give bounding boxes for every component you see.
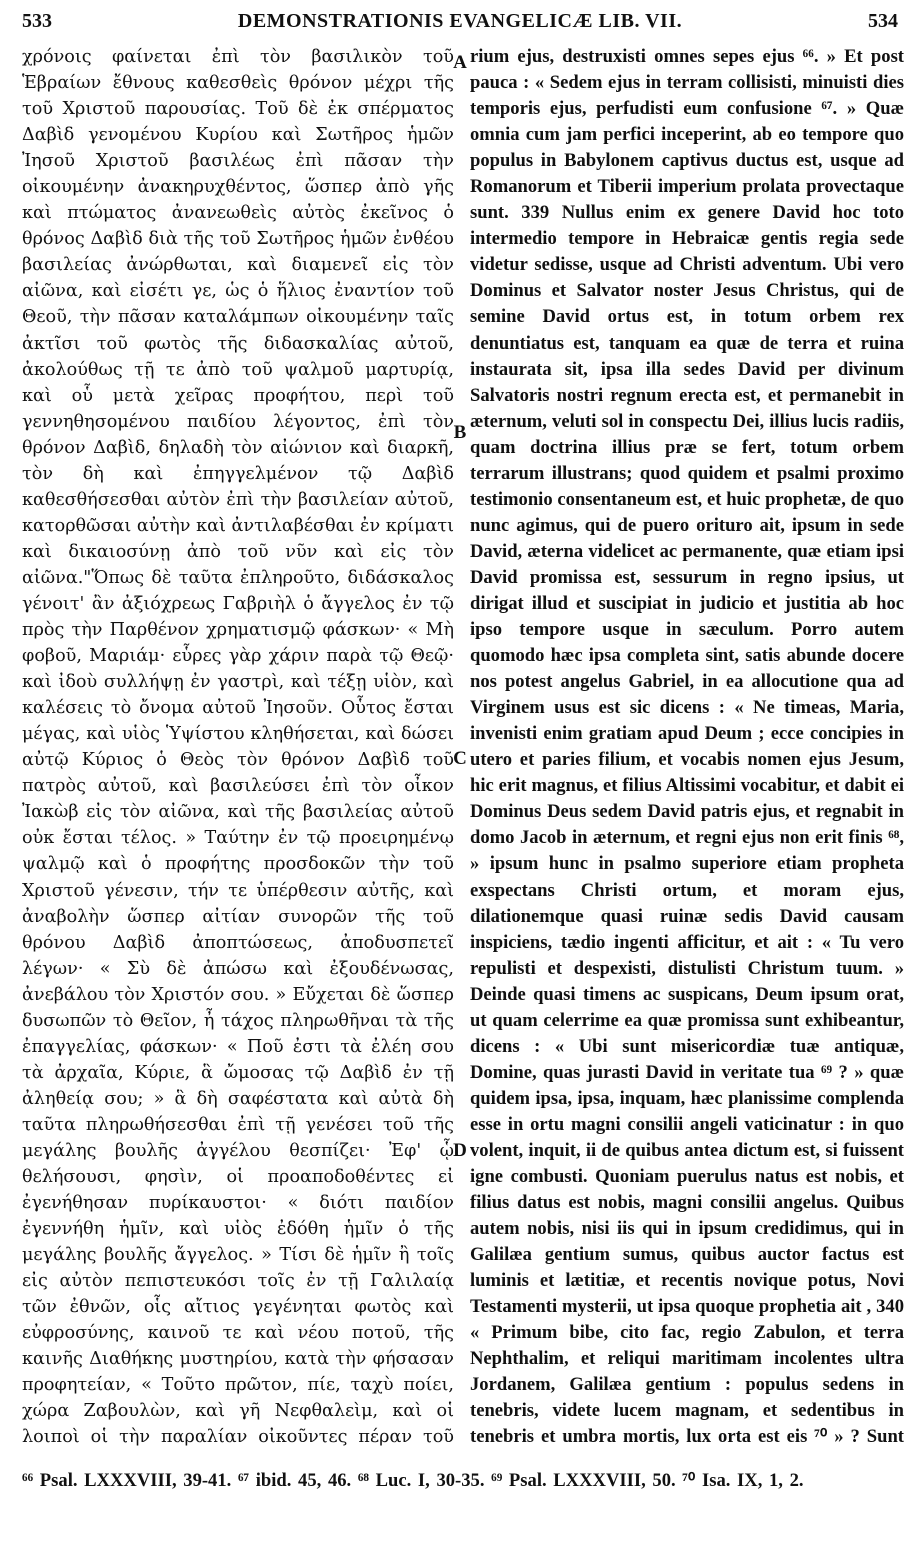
margin-marker-d: D xyxy=(453,1140,467,1161)
running-header xyxy=(22,10,898,40)
greek-text-column: χρόνοις φαίνεται ἐπὶ τὸν βασιλικὸν τοῦ Ἑβραίων ἔθνους καθεσθεὶς θρόνον μέχρι τῆς τοῦ Χριστοῦ παρουσίας. Τοῦ δὲ ἐκ σπέρματος Δαβὶδ γενομένου Κυρίου καὶ Σωτῆρος ἡμῶν Ἰησοῦ Χριστοῦ βασιλέως ἐπὶ πᾶσαν τὴν οἰκουμένην ἀνακηρυχθέντος, ὥσπερ ἀπὸ γῆς καὶ πτώματος ἀνανεωθεὶς αὐτὸς ἐκεῖνος ὁ θρόνος Δαβὶδ διὰ τῆς τοῦ Σωτῆρος ἡμῶν ἐνθέου βασιλείας ἀνώρθωται, καὶ διαμενεῖ εἰς τὸν αἰῶνα, καὶ εἰσέτι γε, ὡς ὁ ἥλιος ἐναντίον τοῦ Θεοῦ, τὴν πᾶσαν καταλάμπων οἰκουμένην ταῖς ἀκτῖσι τοῦ φωτὸς τῆς διδασκαλίας αὐτοῦ, ἀκολούθως τῇ τε ἀπὸ τοῦ ψαλμοῦ μαρτυρίᾳ, καὶ οὗ μετὰ χεῖρας προφήτου, περὶ τοῦ γεννηθησομένου παιδίου λέγοντος, ἐπὶ τὸν θρόνον Δαβὶδ, δηλαδὴ τὸν αἰώνιον καὶ διαρκῆ, τὸν δὴ καὶ ἐπηγγελμένον τῷ Δαβὶδ καθεσθήσεσθαι αὐτὸν ἐπὶ τὴν βασιλείαν αὐτοῦ, κατορθῶσαι αὐτὴν καὶ ἀντιλαβέσθαι ἐν κρίματι καὶ δικαιοσύνῃ ἀπὸ τοῦ νῦν καὶ εἰς τὸν αἰῶνα."Ὅπως δὲ ταῦτα ἐπληροῦτο, διδάσκαλος γένοιτ' ἂν ἀξιόχρεως Γαβριὴλ ὁ ἄγγελος ἐν τῷ πρὸς τὴν Παρθένον χρηματισμῷ φάσκων· « Μὴ φοβοῦ, Μαριάμ· εὗρες γὰρ χάριν παρὰ τῷ Θεῷ· καὶ ἰδοὺ συλλήψῃ ἐν γαστρὶ, καὶ τέξῃ υἱὸν, καὶ καλέσεις τὸ ὄνομα αὐτοῦ Ἰησοῦν. Οὗτος ἔσται μέγας, καὶ υἱὸς Ὑψίστου κληθήσεται, καὶ δώσει αὐτῷ Κύριος ὁ Θεὸς τὸν θρόνον Δαβὶδ τοῦ πατρὸς αὐτοῦ, καὶ βασιλεύσει ἐπὶ τὸν οἶκον Ἰακὼβ εἰς τὸν αἰῶνα, καὶ τῆς βασιλείας αὐτοῦ οὐκ ἔσται τέλος. » Ταύτην ἐν τῷ προειρημένῳ ψαλμῷ καὶ ὁ προφήτης προσδοκῶν τὴν τοῦ Χριστοῦ γένεσιν, τήν τε ὑπέρθεσιν αὐτῆς, καὶ ἀναβολὴν ὥσπερ αἰτίαν συνορῶν τῆς τοῦ θρόνου Δαβὶδ ἀποπτώσεως, ἀποδυσπετεῖ λέγων· « Σὺ δὲ ἀπώσω καὶ ἐξουδένωσας, ἀνεβάλου τὸν Χριστόν σου. » Εὔχεται δὲ ὥσπερ δυσωπῶν τὸ Θεῖον, ἦ τάχος πληρωθῆναι τὰ τῆς ἐπαγγελίας, φάσκων· « Ποῦ ἐστι τὰ ἐλέη σου τὰ ἀρχαῖα, Κύριε, ἃ ὤμοσας τῷ Δαβὶδ ἐν τῇ ἀληθείᾳ σου; » ἃ δὴ σαφέστατα καὶ αὐτὰ δὴ ταῦτα πληρωθήσεσθαι ἐπὶ τῇ γενέσει τοῦ τῆς μεγάλης βουλῆς ἀγγέλου θεσπίζει· Ἐφ' ᾧ θελήσουσι, φησὶν, οἱ προαποδοθέντες εἰ ἐγενήθησαν πυρίκαυστοι· « διότι παιδίον ἐγεννήθη ἡμῖν, καὶ υἱὸς ἐδόθη ἡμῖν ὁ τῆς μεγάλης βουλῆς ἄγγελος. » Τίσι δὲ ἡμῖν ἢ τοῖς εἰς αὐτὸν πεπιστευκόσι τοῖς ἐν τῇ Γαλιλαίᾳ τῶν ἐθνῶν, οἷς αἴτιος γεγένηται φωτὸς καὶ εὐφροσύνης, καινοῦ τε καὶ νέου ποτοῦ, τῆς καινῆς Διαθήκης μυστηρίου, κατὰ τὴν φήσασαν προφητείαν, « Τοῦτο πρῶτον, πίε, ταχὺ ποίει, χώρα Ζαβουλὼν, καὶ γῆ Νεφθαλεὶμ, καὶ οἱ λοιποὶ οἱ τὴν παραλίαν οἰκοῦντες πέραν τοῦ xyxy=(22,47,454,1448)
footnotes: ⁶⁶ Psal. LXXXVIII, 39-41. ⁶⁷ ibid. 45, 46. ⁶⁸ Luc. I, 30-35. ⁶⁹ Psal. LXXXVIII, 50. ⁷⁰ Isa. IX, 1, 2. xyxy=(22,1470,804,1491)
page-number-left: 533 xyxy=(22,10,52,32)
running-title: DEMONSTRATIONIS EVANGELICÆ LIB. VII. xyxy=(237,10,683,32)
margin-marker-c: C xyxy=(453,748,467,769)
page-number-right: 534 xyxy=(868,10,898,32)
margin-marker-a: A xyxy=(453,52,467,73)
latin-text-column: rium ejus, destruxisti omnes sepes ejus ⁶⁶. » Et post pauca : « Sedem ejus in terram collisisti, minuisti dies temporis ejus, perfudisti eum confusione ⁶⁷. » Quæ omnia cum jam perfici inceperint, ab eo tempore quo populus in Babylonem captivus ductus est, usque ad Romanorum et Tiberii imperium prolata provectaque sunt. 339 Nullus enim ex genere David hoc toto intermedio tempore in Hebraicæ gentis regia sede videtur sedisse, usque ad Christi adventum. Ubi vero Dominus et Salvator noster Jesus Christus, qui de semine David ortus est, in totum orbem rex denuntiatus est, tanquam ea quæ de terra et ruina instaurata sit, ipsa illa sedes David per divinum Salvatoris nostri regnum erecta est, et permanebit in æternum, veluti sol in conspectu Dei, illius lucis radiis, quam doctrina illius præ se fert, totum orbem terrarum illustrans; quod quidem et psalmi proximo testimonio consentaneum est, et huic prophetæ, de quo nunc agimus, qui de puero orituro ait, ipsum in sede David, æterna videlicet ac permanente, quæ etiam ipsi David promissa est, sessurum in regno ipsius, ut dirigat illud et suscipiat in judicio et justitia ab hoc ipso tempore usque in sæculum. Porro autem quomodo hæc ipsa completa sint, satis abunde docere nos potest angelus Gabriel, in ea allocutione qua ad Virginem usus est sic dicens : « Ne timeas, Maria, invenisti enim gratiam apud Deum ; ecce concipies in utero et paries filium, et vocabis nomen ejus Jesum, hic erit magnus, et filius Altissimi vocabitur, et dabit ei Dominus Deus sedem David patris ejus, et regnabit in domo Jacob in æternum, et regni ejus non erit finis ⁶⁸, » ipsum hunc in psalmo superiore etiam propheta exspectans Christi ortum, et moram ejus, dilationemque quasi ruinæ sedis David causam inspiciens, tædio ingenti afficitur, et ait : « Tu vero repulisti et despexisti, distulisti Christum tuum. » Deinde quasi timens ac suspicans, Deum ipsum orat, ut quam celerrime ea quæ promissa sunt exhibeantur, dicens : « Ubi sunt misericordiæ tuæ antiquæ, Domine, quas jurasti David in veritate tua ⁶⁹ ? » quæ quidem ipsa, ipsa, inquam, hæc planissime complenda esse in ortu magni consilii angeli vaticinatur : in quo volent, inquit, ii de quibus antea dictum est, si fuissent igne combusti. Quoniam puerulus natus est nobis, et filius datus est nobis, magni consilii angelus. Quibus autem nobis, nisi iis qui in ipsum credidimus, qui in Galilæa gentium sumus, quibus auctor factus est luminis et lætitiæ, et recentis novique potus, Novi Testamenti mysterii, ut ipsa quoque prophetia ait , 340 « Primum bibe, cito fac, regio Zabulon, et terra Nephthalim, et reliqui maritimam incolentes ultra Jordanem, Galilæa gentium : populus sedens in tenebris, videte lucem magnam, et sedentibus in tenebris et umbra mortis, lux orta est eis ⁷⁰ » ? Sunt xyxy=(470,46,904,1448)
margin-marker-b: B xyxy=(453,422,467,443)
